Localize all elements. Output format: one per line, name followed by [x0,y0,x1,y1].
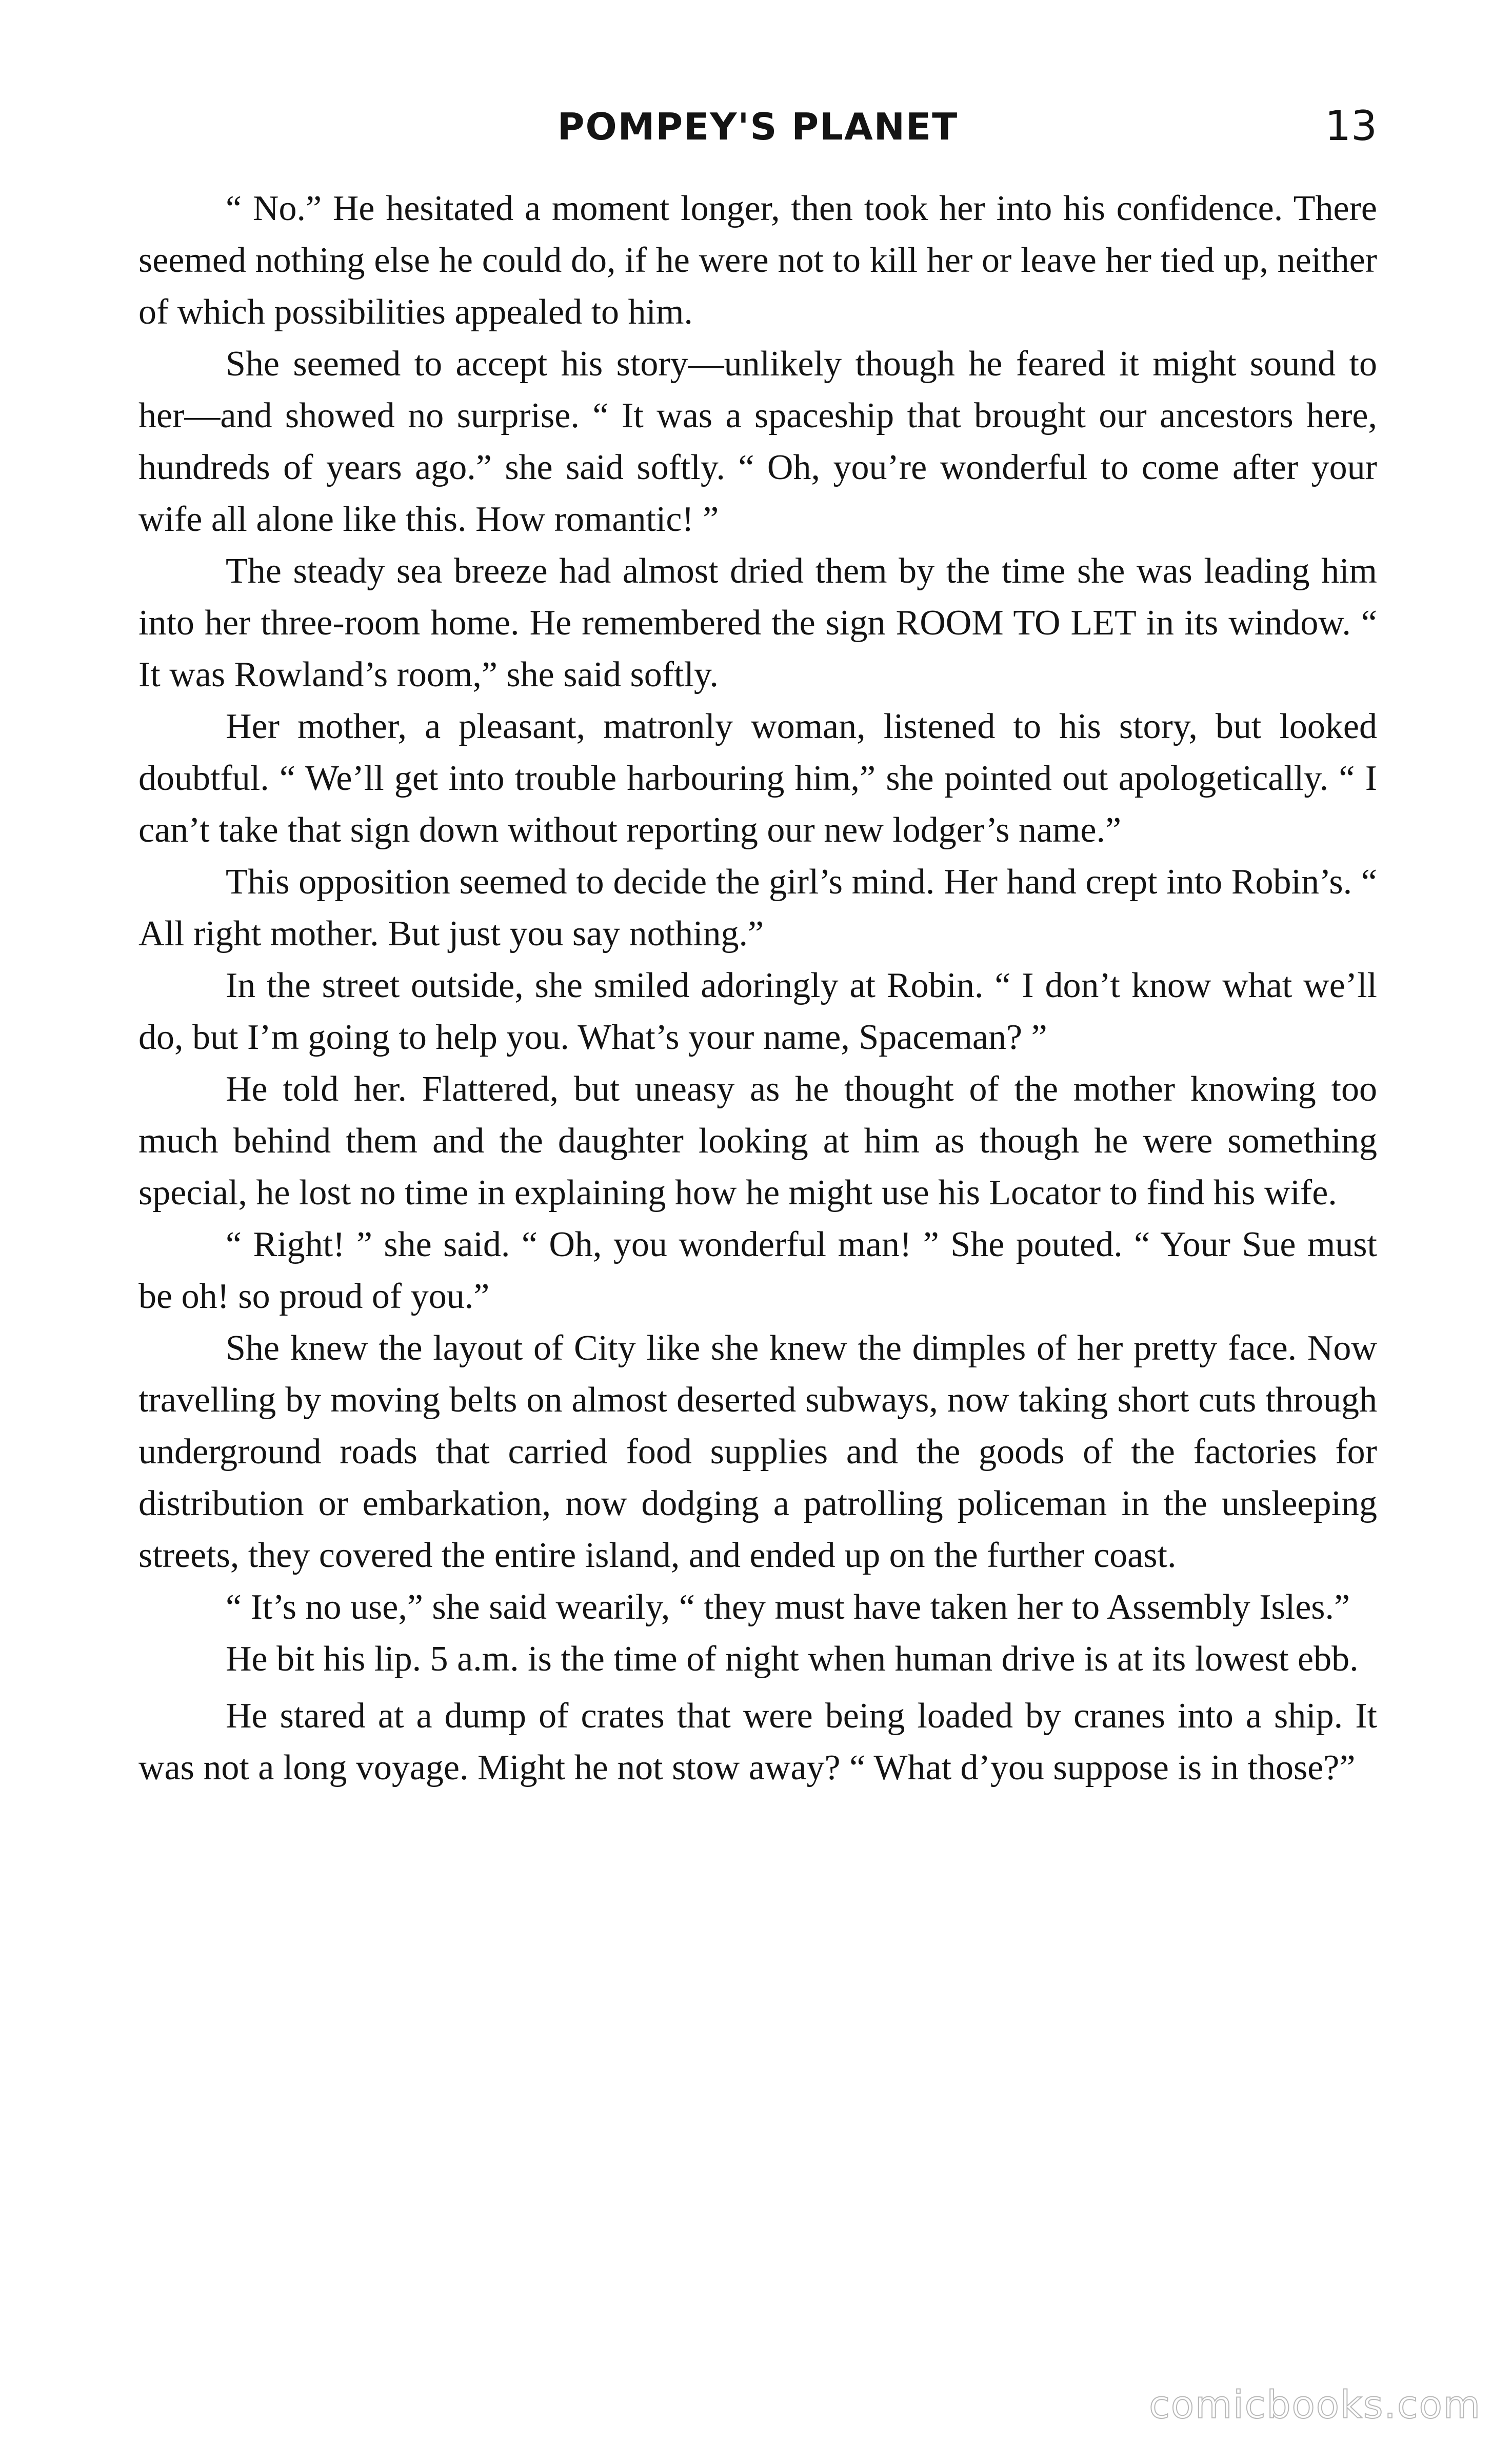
paragraph-1: “ No.” He hesitated a moment longer, then took her into his confidence. There seemed nothing else he could do, if he were not to kill her or leave her tied up, neither of which possibilities appealed to him. [138,189,1377,332]
paragraph-12: He stared at a dump of crates that were being loaded by cranes into a ship. It was not a long voyage. Might he not stow away? “ What d’you suppose is in those?” [138,1696,1377,1787]
paragraph-5: This opposition seemed to decide the girl’s mind. Her hand crept into Robin’s. “ All right mother. But just you say nothing.” [138,862,1377,954]
page-number: 13 [1325,102,1377,150]
paragraph-6: In the street outside, she smiled adoringly at Robin. “ I don’t know what we’ll do, but I’m going to help you. What’s your name, Spaceman? ” [138,966,1377,1057]
running-title: POMPEY'S PLANET [557,105,959,148]
paragraph-3: The steady sea breeze had almost dried them by the time she was leading him into her three-room home. He remembered the sign ROOM TO LET in its window. “ It was Rowland’s room,” she said softly. [138,551,1377,694]
paragraph-7: He told her. Flattered, but uneasy as he thought of the mother knowing too much behind them and the daughter looking at him as though he were something special, he lost no time in explaining how he might use his Locator to find his wife. [138,1069,1377,1213]
paragraph-11: He bit his lip. 5 a.m. is the time of night when human drive is at its lowest ebb. [226,1639,1359,1679]
watermark-logo: comicbooks.com [1149,2383,1481,2427]
paragraph-10: “ It’s no use,” she said wearily, “ they must have taken her to Assembly Isles.” [226,1587,1350,1627]
body-text [138,183,1377,1794]
paragraph-9: She knew the layout of City like she knew the dimples of her pretty face. Now travelling by moving belts on almost deserted subways, now taking short cuts through underground roads that carried food supplies and the goods of the factories for distribution or embarkation, now dodging a patrolling policeman in the unsleeping streets, they covered the entire island, and ended up on the further coast. [138,1328,1377,1575]
running-head [138,102,1377,156]
paragraph-4: Her mother, a pleasant, matronly woman, listened to his story, but looked doubtful. “ We’ll get into trouble harbouring him,” she pointed out apologetically. “ I can’t take that sign down without reporting our new lodger’s name.” [138,707,1377,850]
paragraph-2: She seemed to accept his story—unlikely though he feared it might sound to her—and showed no surprise. “ It was a spaceship that brought our ancestors here, hundreds of years ago.” she said softly. “ Oh, you’re wonderful to come after your wife all alone like this. How romantic! ” [138,344,1377,539]
paragraph-8: “ Right! ” she said. “ Oh, you wonderful man! ” She pouted. “ Your Sue must be oh! so proud of you.” [138,1225,1377,1316]
